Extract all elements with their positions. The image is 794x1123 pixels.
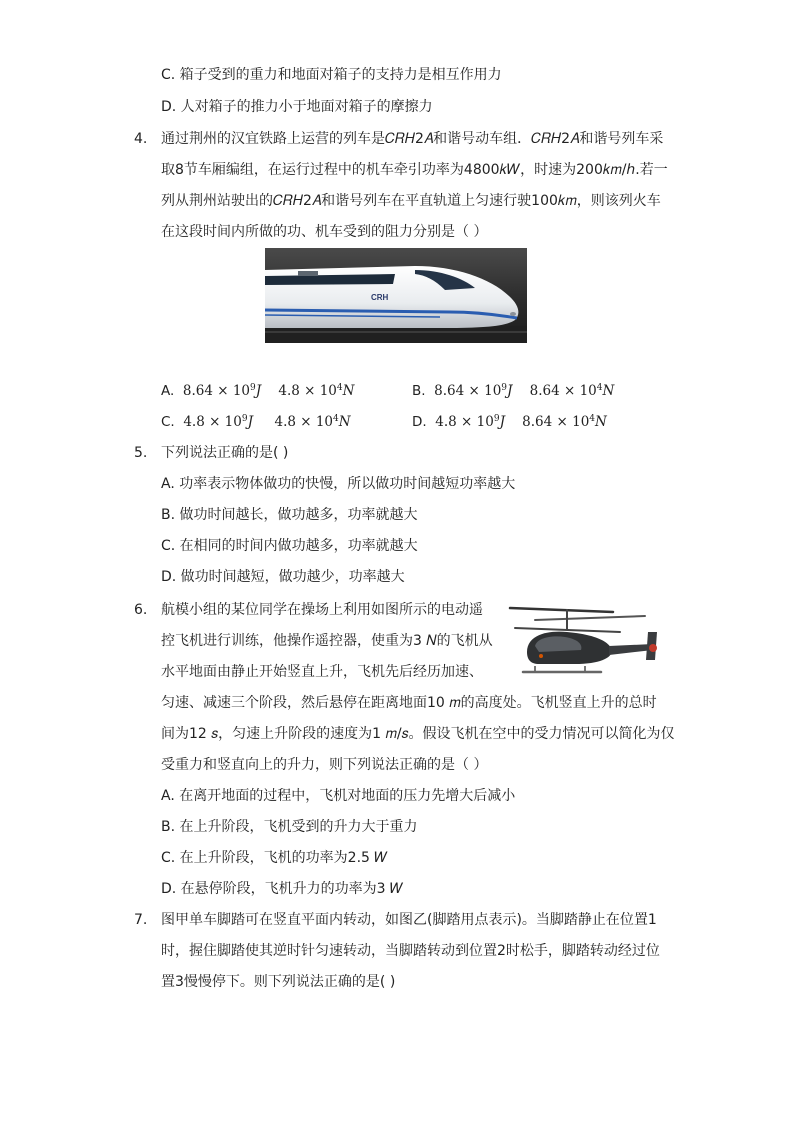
- q4-option-c: C. $4.8 \times 10^9J$ $4.8 \times 10^4N$: [161, 414, 351, 430]
- train-logo-text: CRH: [371, 293, 389, 302]
- q5-stem: 下列说法正确的是( ): [161, 445, 289, 461]
- q6-stem-line-6: 受重力和竖直向上的升力，则下列说法正确的是（ ）: [161, 757, 488, 773]
- q5-option-a: A. 功率表示物体做功的快慢，所以做功时间越短功率越大: [161, 476, 516, 492]
- q5-option-c: C. 在相同的时间内做功越多，功率就越大: [161, 538, 418, 554]
- q6-number: 6.: [134, 602, 148, 618]
- q4-stem-line-1: 通过荆州的汉宜铁路上运营的列车是𝐶𝑅𝐻2𝐴和谐号动车组．𝐶𝑅𝐻2𝐴和谐号列车采: [161, 131, 664, 147]
- q4-number: 4.: [134, 131, 148, 147]
- rc-helicopter-image: [505, 600, 663, 675]
- q5-option-d: D. 做功时间越短，做功越少，功率越大: [161, 569, 405, 585]
- q6-option-a: A. 在离开地面的过程中，飞机对地面的压力先增大后减小: [161, 788, 516, 804]
- q3-option-c: C. 箱子受到的重力和地面对箱子的支持力是相互作用力: [161, 67, 502, 83]
- q5-number: 5.: [134, 445, 148, 461]
- q4-stem-line-2: 取8节车厢编组，在运行过程中的机车牵引功率为4800𝑘𝑊，时速为200𝑘𝑚/ℎ.若一: [161, 162, 668, 178]
- q6-option-b: B. 在上升阶段，飞机受到的升力大于重力: [161, 819, 418, 835]
- q6-option-c: C. 在上升阶段，飞机的功率为2.5 𝑊: [161, 850, 388, 866]
- q6-stem-line-1: 航模小组的某位同学在操场上利用如图所示的电动遥: [161, 602, 483, 618]
- q4-option-d-letter: D.: [412, 414, 427, 430]
- q4-option-a-letter: A.: [161, 383, 175, 399]
- q7-stem-line-1: 图甲单车脚踏可在竖直平面内转动，如图乙(脚踏用点表示)。当脚踏静止在位置1: [161, 912, 657, 928]
- q4-option-d: D. $4.8 \times 10^9J$ $8.64 \times 10^4N$: [412, 414, 607, 430]
- q7-stem-line-2: 时，握住脚踏使其逆时针匀速转动，当脚踏转动到位置2时松手，脚踏转动经过位: [161, 943, 660, 959]
- q7-number: 7.: [134, 912, 148, 928]
- q5-option-b: B. 做功时间越长，做功越多，功率就越大: [161, 507, 418, 523]
- train-photo: [265, 248, 527, 343]
- q4-stem-line-4: 在这段时间内所做的功、机车受到的阻力分别是（ ）: [161, 224, 488, 240]
- q4-option-b-letter: B.: [412, 383, 426, 399]
- q4-stem-line-3: 列从荆州站驶出的𝐶𝑅𝐻2𝐴和谐号列车在平直轨道上匀速行驶100𝑘𝑚，则该列火车: [161, 193, 661, 209]
- q6-stem-line-4: 匀速、减速三个阶段，然后悬停在距离地面10 𝑚的高度处。飞机竖直上升的总时: [161, 695, 657, 711]
- q4-option-c-letter: C.: [161, 414, 175, 430]
- q6-stem-line-2: 控飞机进行训练，他操作遥控器，使重为3 𝑁的飞机从: [161, 633, 493, 649]
- q6-stem-line-3: 水平地面由静止开始竖直上升，飞机先后经历加速、: [161, 664, 483, 680]
- q6-stem-line-5: 间为12 𝑠，匀速上升阶段的速度为1 𝑚/𝑠。假设飞机在空中的受力情况可以简化为仅: [161, 726, 675, 742]
- q4-option-b: B. $8.64 \times 10^9J$ $8.64 \times 10^4N$: [412, 383, 615, 399]
- q3-option-d: D. 人对箱子的推力小于地面对箱子的摩擦力: [161, 99, 433, 115]
- q6-option-d: D. 在悬停阶段，飞机升力的功率为3 𝑊: [161, 881, 404, 897]
- q7-stem-line-3: 置3慢慢停下。则下列说法正确的是( ): [161, 974, 396, 990]
- q4-option-a: A. $8.64 \times 10^9J$ $4.8 \times 10^4N$: [161, 383, 355, 399]
